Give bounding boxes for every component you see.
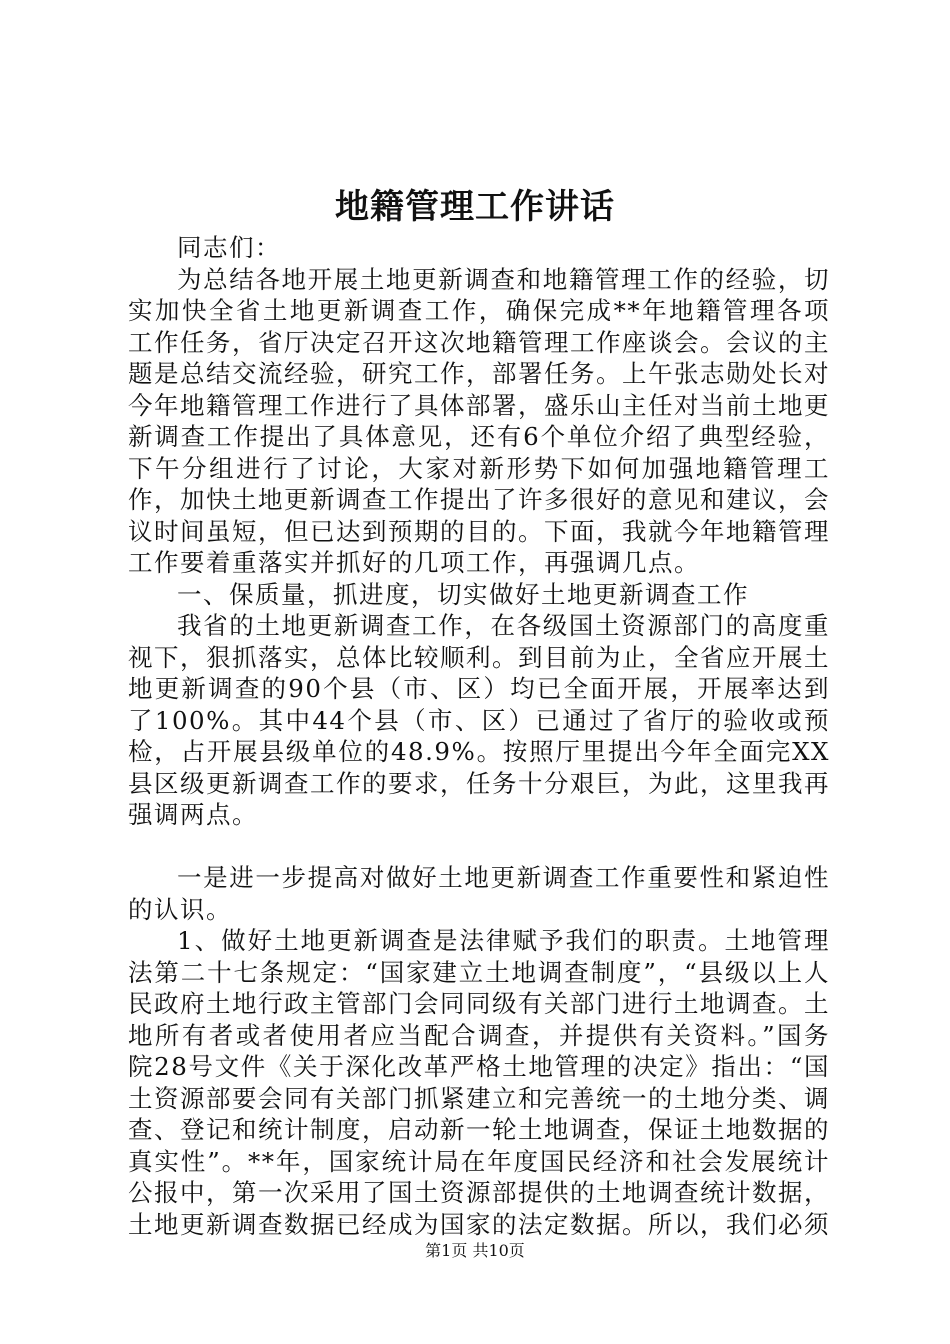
- paragraph-progress: 我省的土地更新调查工作，在各级国土资源部门的高度重视下，狠抓落实，总体比较顺利。到目前为止，全省应开展土地更新调查的90个县（市、区）均已全面开展，开展率达到了100%。其中44个县（市、区）已通过了省厅的验收或预检，占开展县级单位的48.9%。按照厅里提出今年全面完XX县区级更新调查工作的要求，任务十分艰巨，为此，这里我再强调两点。: [128, 611, 830, 829]
- paragraph-intro: 为总结各地开展土地更新调查和地籍管理工作的经验，切实加快全省土地更新调查工作，确保完成**年地籍管理各项工作任务，省厅决定召开这次地籍管理工作座谈会。会议的主题是总结交流经验，研究工作，部署任务。上午张志勋处长对今年地籍管理工作进行了具体部署，盛乐山主任对当前土地更新调查工作提出了具体意见，还有6个单位介绍了典型经验，下午分组进行了讨论，大家对新形势下如何加强地籍管理工作，加快土地更新调查工作提出了许多很好的意见和建议，会议时间虽短，但已达到预期的目的。下面，我就今年地籍管理工作要着重落实并抓好的几项工作，再强调几点。: [128, 264, 830, 577]
- document-title: 地籍管理工作讲话: [335, 187, 615, 227]
- salutation: 同志们：: [177, 233, 281, 262]
- document-body: [128, 232, 830, 1240]
- paragraph-point-one: 一是进一步提高对做好土地更新调查工作重要性和紧迫性的认识。: [128, 863, 830, 924]
- section-heading-1: 一、保质量，抓进度，切实做好土地更新调查工作: [177, 579, 749, 609]
- page-footer: 第1页 共10页: [425, 1241, 525, 1260]
- paragraph-legal-duty: 1、做好土地更新调查是法律赋予我们的职责。土地管理法第二十七条规定：“国家建立土地调查制度”，“县级以上人民政府土地行政主管部门会同同级有关部门进行土地调查。土地所有者或者使用者应当配合调查，并提供有关资料。”国务院28号文件《关于深化改革严格土地管理的决定》指出：“国土资源部要会同有关部门抓紧建立和完善统一的土地分类、调查、登记和统计制度，启动新一轮土地调查，保证土地数据的真实性”。**年，国家统计局在年度国民经济和社会发展统计公报中，第一次采用了国土资源部提供的土地调查统计数据，土地更新调查数据已经成为国家的法定数据。所以，我们必须: [128, 926, 830, 1239]
